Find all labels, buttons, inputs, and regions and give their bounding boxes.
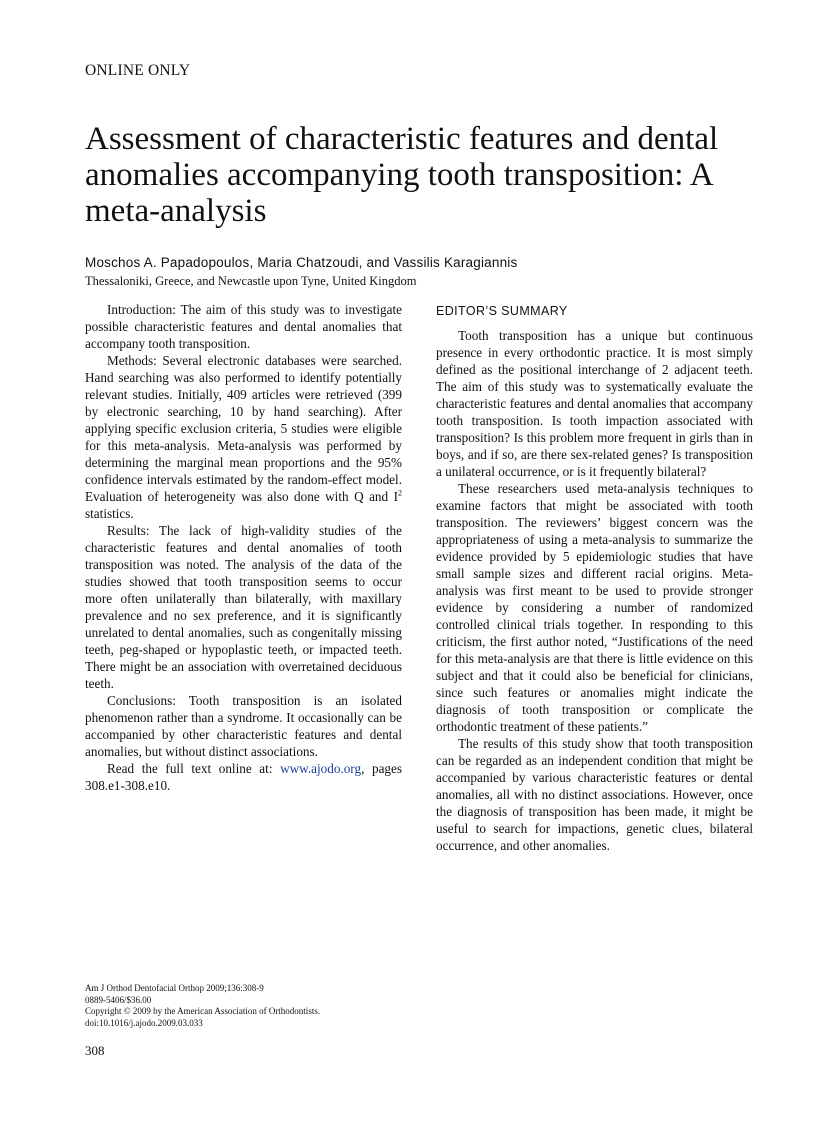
doi: doi:10.1016/j.ajodo.2009.03.033 — [85, 1017, 203, 1028]
affiliation: Thessaloniki, Greece, and Newcastle upon Tyne, United Kingdom — [85, 274, 417, 288]
editors-summary-column — [436, 301, 753, 854]
editors-summary-paragraph: The results of this study show that tooth transposition can be regarded as an independent condition that might be accompanied by various characteristic features or dental anomalies, all with no distinct associations. However, once the diagnosis of transposition has been made, it might be useful to search for impactions, genetic clues, bilateral occurrence, and other anomalies. — [436, 736, 753, 853]
author-list: Moschos A. Papadopoulos, Maria Chatzoudi, and Vassilis Karagiannis — [85, 255, 518, 270]
read-full-text-suffix: , pages 308.e1-308.e10. — [85, 761, 402, 793]
article-title: Assessment of characteristic features and dental anomalies accompanying tooth transposition: A meta-analysis — [85, 121, 719, 229]
abstract-conclusions: Conclusions: Tooth transposition is an isolated phenomenon rather than a syndrome. It occasionally can be accompanied by other characteristic features and dental anomalies, but without distinct associations. — [85, 693, 402, 759]
issn-price: 0889-5406/$36.00 — [85, 994, 152, 1005]
abstract-methods-text: Methods: Several electronic databases were searched. Hand searching was also performed to identify potentially relevant studies. Initially, 409 articles were retrieved (399 by electronic searching, 10 by hand searching). After applying specific exclusion criteria, 5 studies were eligible for this meta-analysis. Meta-analysis was performed by determining the marginal mean proportions and the 95% confidence intervals estimated by the random-effect model. Evaluation of heterogeneity was also done with Q and I — [85, 353, 402, 504]
journal-citation: Am J Orthod Dentofacial Orthop 2009;136:308-9 — [85, 983, 264, 993]
abstract-methods — [85, 352, 402, 522]
section-label: ONLINE ONLY — [85, 62, 191, 79]
page-number: 308 — [85, 1043, 105, 1058]
footer-metadata — [85, 983, 320, 1029]
journal-link[interactable]: www.ajodo.org — [280, 761, 362, 776]
abstract-methods-end: statistics. — [85, 506, 134, 521]
editors-summary-paragraph: These researchers used meta-analysis techniques to examine factors that might be associated with tooth transposition. The reviewers’ biggest concern was the appropriateness of using a meta-analysis to summarize the evidence provided by 5 epidemiologic studies that have small sample sizes and different racial origins. Meta-analysis was first meant to be used to provide stronger evidence by considering a number of randomized controlled clinical trials together. In responding to this criticism, the first author noted, “Justifications of the need for this meta-analysis are that there is little evidence on this subject and that it could also be beneficial for clinicians, since such features or anomalies might indicate the diagnosis of tooth transposition or complicate the orthodontic treatment of these patients.” — [436, 481, 753, 734]
copyright-notice: Copyright © 2009 by the American Association of Orthodontists. — [85, 1006, 321, 1016]
read-full-text — [85, 760, 402, 794]
abstract-column — [85, 301, 402, 794]
read-full-text-prefix: Read the full text online at: — [107, 761, 281, 776]
editors-summary-paragraph: Tooth transposition has a unique but continuous presence in every orthodontic practice. It is most simply defined as the positional interchange of 2 adjacent teeth. The aim of this study was to systematically evaluate the characteristic features and dental anomalies that accompany tooth transposition. Is tooth impaction associated with transposition? Is this problem more frequent in girls than in boys, and if so, are there sex-related genes? Is transposition a unilateral occurrence, or is it frequently bilateral? — [436, 328, 753, 479]
abstract-results: Results: The lack of high-validity studies of the characteristic features and dental anomalies of tooth transposition was noted. The analysis of the data of the studies showed that tooth transposition seems to occur more often unilaterally than bilaterally, with maxillary prevalence and no sex preference, and it is significantly unrelated to dental anomalies, such as congenitally missing teeth, peg-shaped or hypoplastic teeth, or impacted teeth. There might be an association with overretained deciduous teeth. — [85, 523, 402, 691]
superscript-2: 2 — [398, 488, 402, 498]
abstract-introduction: Introduction: The aim of this study was to investigate possible characteristic features and dental anomalies that accompany tooth transposition. — [85, 302, 402, 351]
editors-summary-heading: EDITOR’S SUMMARY — [436, 304, 568, 318]
